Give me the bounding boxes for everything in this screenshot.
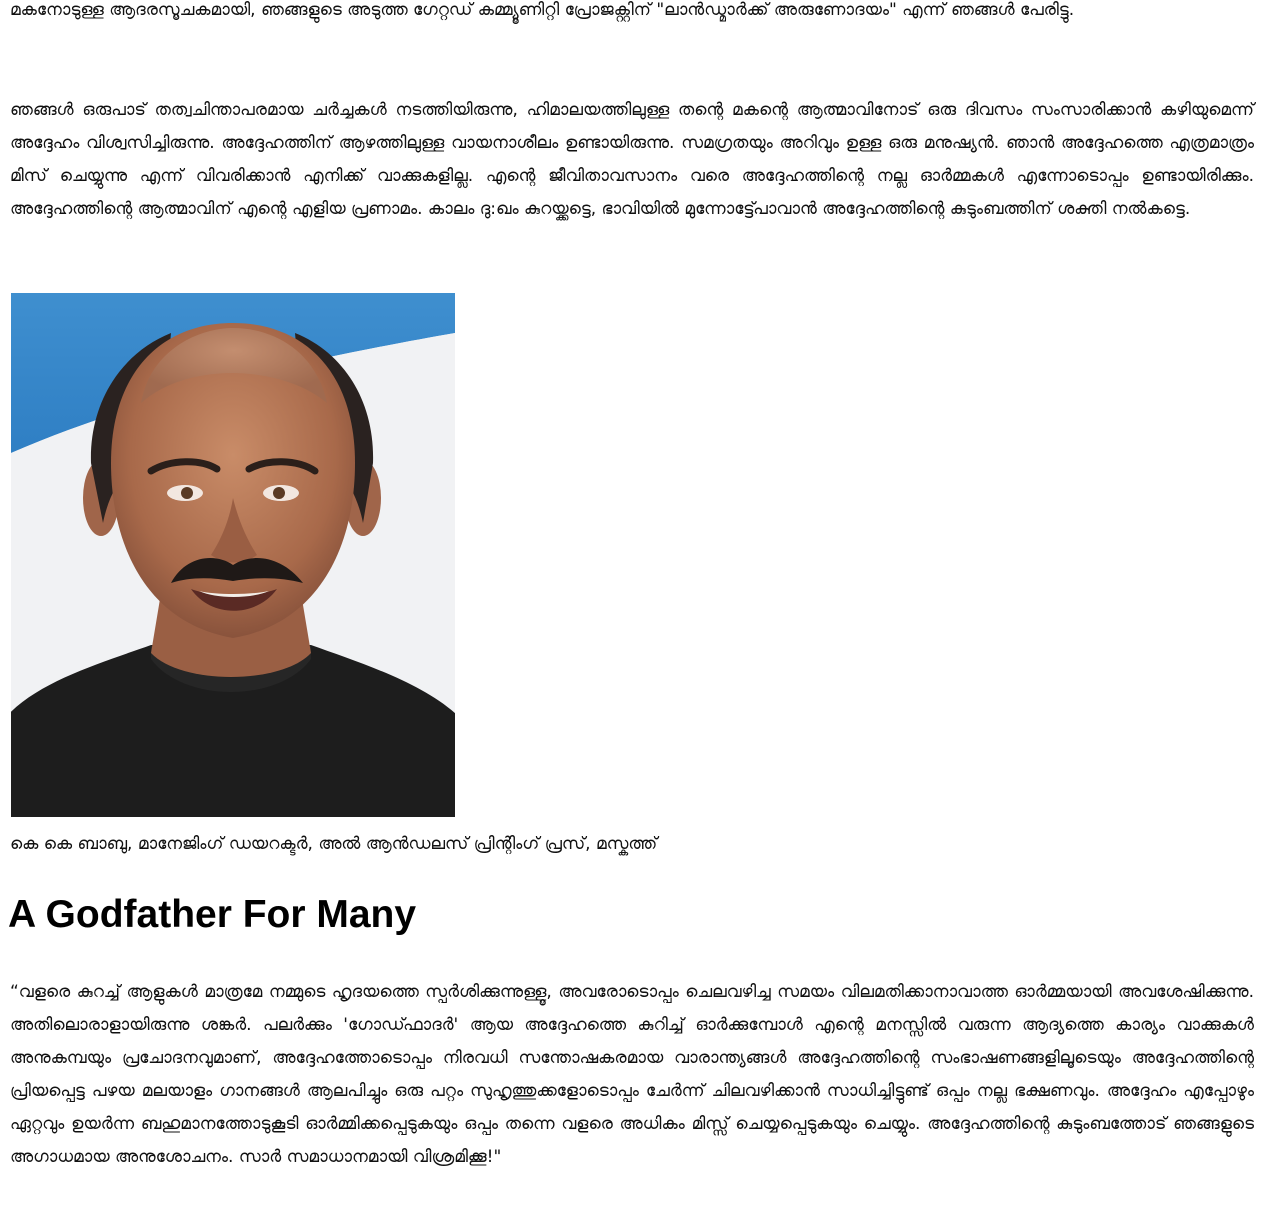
portrait-photo [11,293,455,817]
photo-caption: കെ കെ ബാബു, മാനേജിംഗ് ഡയറക്ടർ, അൽ ആൻഡലസ് പ്രിന്റിംഗ് പ്രസ്, മസ്കത്ത് [10,834,658,854]
paragraph-godfather-tribute: “വളരെ കുറച്ച് ആളുകൾ മാത്രമേ നമ്മുടെ ഹൃദയത്തെ സ്പർശിക്കുന്നുള്ളൂ, അവരോടൊപ്പം ചെലവഴിച്ച സമയം വിലമതിക്കാനാവാത്ത ഓർമ്മയായി അവശേഷിക്കുന്നു. അതിലൊരാളായിരുന്നു ശങ്കർ. പലർക്കും 'ഗോഡ്ഫാദർ' ആയ അദ്ദേഹത്തെ കുറിച്ച് ഓർക്കുമ്പോൾ എന്റെ മനസ്സിൽ വരുന്ന ആദ്യത്തെ കാര്യം വാക്കുകൾ അനുകമ്പയും പ്രചോദനവുമാണ്, അദ്ദേഹത്തോടൊപ്പം നിരവധി സന്തോഷകരമായ വാരാന്ത്യങ്ങൾ അദ്ദേഹത്തിന്റെ സംഭാഷണങ്ങളിലൂടെയും അദ്ദേഹത്തിന്റെ പ്രിയപ്പെട്ട പഴയ മലയാളം ഗാനങ്ങൾ ആലപിച്ചും ഒരു പറ്റം സുഹൃത്തുക്കളോടൊപ്പം ചേർന്ന് ചിലവഴിക്കാൻ സാധിച്ചിട്ടുണ്ട് ഒപ്പം നല്ല ഭക്ഷണവും. അദ്ദേഹം എപ്പോഴും ഏറ്റവും ഉയർന്ന ബഹുമാനത്തോടുകൂടി ഓർമ്മിക്കപ്പെടുകയും ഒപ്പം തന്നെ വളരെ അധികം മിസ്സ് ചെയ്യപ്പെടുകയും ചെയ്യും. അദ്ദേഹത്തിന്റെ കുടുംബത്തോട് ഞങ്ങളുടെ അഗാധമായ അനുശോചനം. സാർ സമാധാനമായി വിശ്രമിക്കൂ!" [10,982,1254,1167]
section-heading: A Godfather For Many [8,893,417,936]
paragraph-landmark-naming: മകനോടുള്ള ആദരസൂചകമായി, ഞങ്ങളുടെ അടുത്ത ഗേറ്റഡ് കമ്മ്യൂണിറ്റി പ്രോജക്റ്റിന് "ലാൻഡ്മാർക്ക് അരുണോദയം" എന്ന് ഞങ്ങൾ പേരിട്ടു. [10,0,1075,20]
paragraph-tribute: ഞങ്ങൾ ഒരുപാട് തത്വചിന്താപരമായ ചർച്ചകൾ നടത്തിയിരുന്നു, ഹിമാലയത്തിലുള്ള തന്റെ മകന്റെ ആത്മാവിനോട് ഒരു ദിവസം സംസാരിക്കാൻ കഴിയുമെന്ന് അദ്ദേഹം വിശ്വസിച്ചിരുന്നു. അദ്ദേഹത്തിന് ആഴത്തിലുള്ള വായനാശീലം ഉണ്ടായിരുന്നു. സമഗ്രതയും അറിവും ഉള്ള ഒരു മനുഷ്യൻ. ഞാൻ അദ്ദേഹത്തെ എത്രമാത്രം മിസ് ചെയ്യുന്നു എന്ന് വിവരിക്കാൻ എനിക്ക് വാക്കുകളില്ല. എന്റെ ജീവിതാവസാനം വരെ അദ്ദേഹത്തിന്റെ നല്ല ഓർമ്മകൾ എന്നോടൊപ്പം ഉണ്ടായിരിക്കും. അദ്ദേഹത്തിന്റെ ആത്മാവിന് എന്റെ എളിയ പ്രണാമം. കാലം ദു:ഖം കുറയ്ക്കട്ടെ, ഭാവിയിൽ മുന്നോട്ട്പോവാൻ അദ്ദേഹത്തിന്റെ കുടുംബത്തിന് ശക്തി നൽകട്ടെ. [10,100,1254,219]
